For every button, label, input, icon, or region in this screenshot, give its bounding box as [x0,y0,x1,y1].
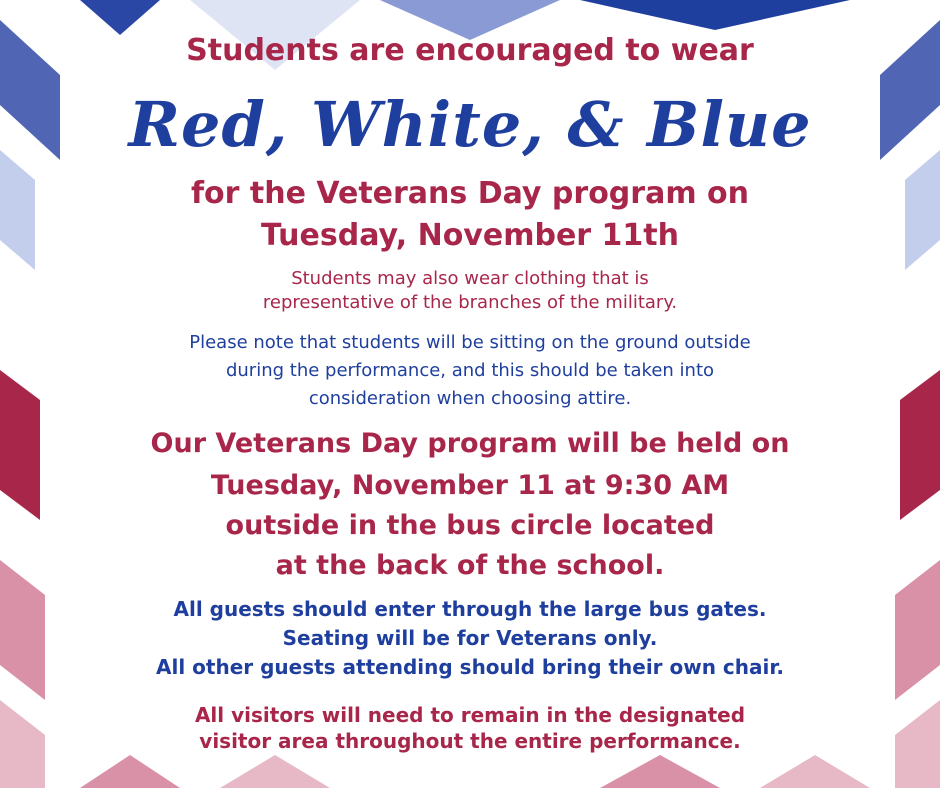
program-line-2: Tuesday, November 11th [261,218,679,253]
guests-line-2: Seating will be for Veterans only. [282,626,658,650]
location-line-1: Our Veterans Day program will be held on [150,428,790,459]
visitors-line-2: visitor area throughout the entire performance. [199,729,741,753]
guests-line-3: All other guests attending should bring their own chair. [156,655,784,679]
visitors-line-1: All visitors will need to remain in the designated [194,703,746,727]
guests-line-1: All guests should enter through the large bus gates. [173,597,767,621]
location-line-2: Tuesday, November 11 at 9:30 AM [210,470,730,501]
program-line-1: for the Veterans Day program on [191,176,749,211]
headline-top: Students are encouraged to wear [186,33,754,68]
location-line-4: at the back of the school. [275,550,665,581]
clothing-note-1: Students may also wear clothing that is [291,268,649,289]
ground-note-1: Please note that students will be sitting on the ground outside [189,332,751,353]
ground-note-3: consideration when choosing attire. [308,388,632,409]
location-line-3: outside in the bus circle located [225,510,715,541]
headline-script: Red, White, & Blue [128,88,812,161]
ground-note-2: during the performance, and this should be taken into [225,360,715,381]
clothing-note-2: representative of the branches of the military. [262,292,678,313]
